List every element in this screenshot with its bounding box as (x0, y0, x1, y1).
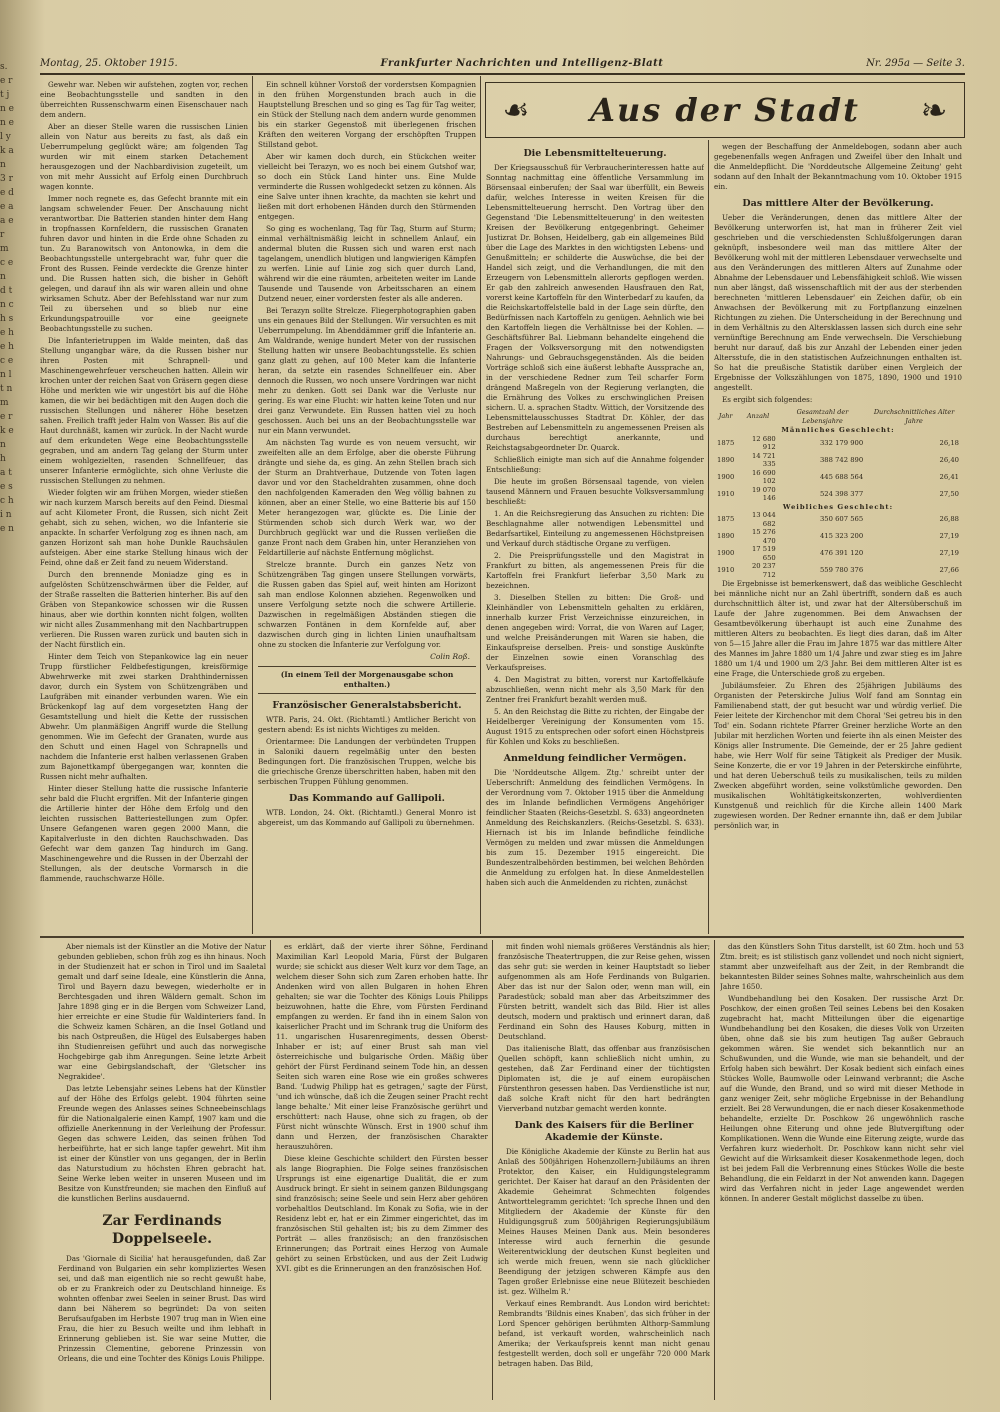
table-group-label: Weibliches Geschlecht: (782, 502, 894, 511)
table-row (714, 545, 962, 562)
table-cell: 14 721 335 (751, 451, 776, 468)
previous-page-edge: s. e r t j n e n e l y k a n 3 r e d e a a e r m c e n d t n c h s e h e h c e n l t n m e r k e n h a t e s c h i n e n (0, 62, 14, 534)
paragraph: Diese kleine Geschichte schildert den Fürsten besser als lange Biographien. Die Folge seines französischen Ursprungs ist eine eigenartige Dualität, die er zum Ausdruck bringt. Er sieht in seinem ganzen Bildungsgang sind französisch; seine Seele und sein Herz aber gehören vorbehaltlos Deutschland. Im Konak zu Sofia, wie in der Residenz lebt er, hat er ein Zimmer eingerichtet, das im französischen Stil gehalten ist; bis zu dem Zimmer des Porträt — alles französisch; an den französischen Erinnerungen; das Portrait eines Herzog von Aumale gehört zu seinen Erbstücken, und aus der Zeit Ludwig XVI. gibt es die Erinnerungen an den französischen Hof. (276, 1154, 488, 1273)
table-cell: 19 070 146 (751, 485, 776, 502)
paragraph: WTB. Paris, 24. Okt. (Richtamtl.) Amtlicher Bericht von gestern abend: Es ist nichts Wichtiges zu melden. (258, 715, 476, 734)
bottom-column-3 (498, 942, 710, 1397)
paragraph: 1. An die Reichsregierung das Ansuchen zu richten: Die Beschlagnahme aller notwendigen Lebensmittel und Bedarfsartikel, Einteilung zu angemessenen Höchstpreisen und Verkauf durch städtische Organe zu verfügen. (486, 509, 704, 548)
column-4 (714, 142, 962, 932)
table-row (714, 469, 962, 486)
column-1 (40, 80, 248, 930)
table-header: Gesamtzahl der Lebensjahre (796, 408, 849, 425)
table-cell: 17 519 650 (751, 545, 776, 562)
header-date: Montag, 25. Oktober 1915. (40, 57, 178, 69)
table-cell: 1900 (717, 549, 735, 558)
table-cell: 1910 (717, 489, 735, 498)
section-masthead (485, 82, 965, 138)
table-cell: 27,50 (939, 489, 959, 498)
table-cell: 350 607 565 (819, 515, 864, 524)
paragraph: Aber an dieser Stelle waren die russischen Linien allein von Natur aus bereits zu fast, als daß ein Ueberrumpelung geglückt wäre; am folgenden Tag wurden wir mit einem starken Detachement herausgezogen und der Nachbardivision zugeteilt, um von mit mehr Aussicht auf Erfolg einen Durchbruch wagen konnte. (40, 122, 248, 191)
paragraph: Ein schnell kühner Vorstoß der vorderstsen Kompagnien in den frühen Morgenstunden brach auch in die Hauptstellung Breschen und so ging es Tag für Tag weiter, ein Stück der Stellung nach dem andern wurde genommen bis ein starker Gegenstoß mit überlegenen frischen Kräften den weiteren Vorgang der erschöpften Truppen Stillstand gebot. (258, 80, 476, 149)
paragraph: Am nächsten Tag wurde es von neuem versucht, wir zweifelten alle an dem Erfolge, aber die oberste Führung drängte und siehe da, es ging. An zehn Stellen brach sich der Sturm an Drahtverhaue, Dutzende von Toten lagen davor und vor den Stacheldrahten zusammen, ohne doch den nachfolgenden Kameraden den Weg völlig bahnen zu können, aber an einer Stelle, wo eine Batterie bis auf 150 Meter herangezogen war, glückte es. Die Linie der Stürmenden schob sich durch Werk war, wo der Durchbruch geglückt war und die Russen verließen die ganze Front nach dem Graben hin, unter Heranziehen von Feldartillerie auf nächste Entfernung möglichst. (258, 438, 476, 557)
paragraph: Hinter dieser Stellung hatte die russische Infanterie sehr bald die Flucht ergriffen. Mit der Infanterie gingen die Artillerie hinter der Höhe dem Erfolg und den leichten russischen Batteriestellungen zum Opfer. Unsere Gefangenen waren gegen 2000 Mann, die Kapitalverluste in den dichten Rauchschwaden. Das Gefecht war dem ganzen Tag hindurch im Gang. Maschinengewehre und die Russen in der Überzahl der Stellungen, als der deutsche Vormarsch in die flammende, rauchschwarze Hölle. (40, 784, 248, 883)
paragraph: Aber wir kamen doch durch, ein Stückchen weiter vielleicht bei Terazyn, wo es noch bei einem Gutshof war, so doch ein Stück Land hinter uns. Eine Mulde verminderte die Russen wohlgedeckt setzen zu können. Als eine Salve unter ihnen krachte, da machten sie kehrt und ließen mit dort erhobenen Händen durch den Stürmenden entgegen. (258, 152, 476, 221)
table-cell: 16 690 102 (751, 468, 776, 485)
paragraph: mit finden wohl niemals größeres Verständnis als hier; französische Theatertruppen, die zur Reise gehen, wissen das sehr gut: sie werden in keiner Hauptstadt so lieber aufgenommen als am Hofe Ferdinands von Bulgarien. Aber das ist nur der Salon oder, wenn man will, ein Paradestück; sobald man aber das Arbeitszimmer des Fürsten betritt, wandelt sich das Bild. Hier ist alles deutsch, modern und praktisch und erinnert daran, daß Ferdinand ein Sohn des Hauses Koburg, mitten in Deutschland. (498, 942, 710, 1041)
table-cell: 13 044 682 (751, 511, 776, 528)
section-title: Aus der Stadt (590, 91, 860, 129)
article-headline: Dank des Kaisers für die Berliner Akademie der Künste. (514, 1120, 694, 1143)
paragraph: Strelcze brannte. Durch ein ganzes Netz von Schützengräben Tag gingen unsere Stellungen vorwärts, die Russen gaben das Spiel auf, weit hinten am Horizont sah man endlose Kolonnen abziehen. Regenwolken und unsere Verfolgung setzte noch die schwere Artillerie. Dazwischen in regelmäßigen Abständen stiegen die schwarzen Fontänen in dem Kornfelde auf, aber dazwischen durch ging in lichten Linien unaufhaltsam ohne zu stocken die Infanterie zur Verfolgung vor. (258, 560, 476, 649)
article-headline: Zar Ferdinands Doppelseele. (102, 1213, 222, 1247)
paragraph: Bei Terazyn sollte Strelcze. Fliegerphotographien gaben uns ein genaues Bild der Stellungen. Wir versuchten es mit Ueberrumpelung. Im Abenddämmer griff die Infanterie an. Am Waldrande, wenige hundert Meter von der russischen Stellung hatten wir unsere Beobachtungsstelle. Es schien ganz glatt zu gehen, auf 100 Meter kam die Infanterie heran, da setzte ein rasendes Schnellfeuer ein. Aber dennoch die Russen, wo noch unsere Vordringen war nicht mehr zu denken. Gott sei Dank war die Verluste nur gering. Es war eine Flucht: wir hatten keine Toten und nur drei ganz Verwundete. Ein Russen hatten viel zu hoch geschossen. Auch bei uns an der Beobachtungsstelle war nur ein Mann verwundet. (258, 306, 476, 435)
population-age-table (714, 407, 962, 579)
paragraph: Es ergibt sich folgendes: (722, 395, 813, 404)
paragraph: Das 'Giornale di Sicilia' hat herausgefunden, daß Zar Ferdinand von Bulgarien ein sehr kompliziertes Wesen sei, und daß man eigentlich nie so recht gewußt habe, ob er zu Frankreich oder zu Deutschland hinneige. Es wohnten offenbar zwei Seelen in seiner Brust. Das wird dann bei Näherem so begründet: Da von seiten Berufsaufgaben im Herbste 1907 trug man in Wien eine Frau, die hier zu Besuch weilte und ihm lebhaft in Erinnerung geblieben ist. Sie war seine Mutter, die Prinzessin Clementine, geborene Prinzessin von Orleans, die und eine Tochter des Königs Louis Philippe. (58, 1254, 266, 1363)
paragraph: Hinter dem Teich von Stepankowice lag ein neuer Trupp fürstlicher Feldbefestigungen, kreisförmige Abwehrwerke mit zwei starken Drahthindernissen davor, durch ein System von Schützengräben und Laufgräben mit einander verbunden waren. Wie ein Brückenkopf lag auf dem vorgesetzten Hang der Gesamtstellung und hielt die Kette der russischen Abwehr. Um planmäßigen Angriff wurde die Stellung genommen. Wie im Gefecht der Granaten, wurde aus den Schutt und einen Hagel von Schrapnells und nachdem die Infanterie erst halben verlassenen Graben zum Bajonettkampf übergegangen war, konnten die Russen nicht mehr aufhalten. (40, 652, 248, 781)
table-cell: 20 237 712 (751, 562, 776, 579)
table-cell: 1900 (717, 472, 735, 481)
paragraph: Schließlich einigte man sich auf die Annahme folgender Entschließung: (486, 455, 704, 474)
paragraph: Wundbehandlung bei den Kosaken. Der russische Arzt Dr. Poschkow, der einen großen Teil seines Lebens bei den Kosaken zugebracht hat, macht Mitteilungen über die eigenartige Wundbehandlung bei den Kosaken, die dieses Volk von Urzeiten üben, ohne daß sie bis zum heutigen Tag außer Gebrauch gekommen wären. Sie wendet sich bekanntlich nur an Schußwunden, und die Wunde, wie man sie behandelt, und der Erfolg haben sich bewährt. Der Kosak bedient sich einfach eines Stückes Wolle, Baumwolle oder Leinwand verbrannt; die Asche auf die Wunde, den Brand, und so wird mit dieser Methode in ganz weniger Zeit, sehr mögliche Ergebnisse in der Behandlung erzielt. Bei 28 Verwundungen, die er nach dieser Kosakenmethode behandelte, erzielte Dr. Poschkow 26 ungewöhnlich rasche Heilungen ohne Eiterung und ohne jede Blutvergiftung oder Komplikationen. Wenn die Wunde eine Eiterung zeigte, wurde das Verfahren kurz wiederholt. Dr. Poschkow kann nicht sehr viel Gewicht auf die Wirksamkeit dieser Kosakenmethode legen, doch ist bei jedem Fall die Verbrennung eines Stückes Wolle die beste Behandlung, die ein Feldarzt in der Not anwenden kann. Dagegen wird das Verfahren nicht in jeder Lage angewendet werden können. In anderer Gestalt möglichst dasselbe zu üben. (720, 994, 964, 1203)
table-cell: 445 688 564 (819, 472, 864, 481)
table-cell: 559 780 376 (819, 566, 864, 575)
paragraph: Das italienische Blatt, das offenbar aus französischen Quellen schöpft, kann schließlich nicht umhin, zu gestehen, daß Zar Ferdinand einer der tüchtigsten Diplomaten ist, die je auf einem europäischen Fürstenthron gesessen haben. Das Verdienstliche ist nur, daß solche Kraft nicht für den hart bedrängten Vierverband nutzbar gemacht werden konnte. (498, 1044, 710, 1113)
paragraph: 3. Dieselben Stellen zu bitten: Die Groß- und Kleinhändler von Lebensmitteln gehalten zu erklären, innerhalb kurzer Frist Verzeichnisse einzureichen, in denen angegeben wird: Vorrat, die von Waren auf Lager, und welche Preisänderungen mit Waren sie haben, die Einkaufspreise derselben. Preis- und sonstige Auskünfte der Einzelnen sowie einen Voranschlag des Verkaufspreises. (486, 593, 704, 672)
table-cell: 27,19 (939, 532, 959, 541)
paragraph: Das letzte Lebensjahr seines Lebens hat der Künstler auf der Höhe des Erfolgs gelebt. 1904 führten seine Freunde wegen des Anlasses seines Schneebeinschlags für die Nationalgalerie einen Kampf, 1907 kam und die offizielle Anerkennung in der Verleihung der Professur. Gegen das schwere Leiden, das seinen frühen Tod herbeiführte, hat er sich lange tapfer gewehrt. Mit ihm ist einer der Künstler von uns gegangen, der in Berlin das Naturstudium zu höchsten Ehren gebracht hat. Seine Werke leben weiter in unseren Museen und im Besitze von Kunstfreunden; sie machen den Einfluß auf die kunstlichen Berlins ausdauernd. (58, 1084, 266, 1203)
header-newspaper-title: Frankfurter Nachrichten und Intelligenz-Blatt (380, 57, 664, 69)
paragraph: das den Künstlers Sohn Titus darstellt, ist 60 Ztm. hoch und 53 Ztm. breit; es ist stilistisch ganz vollendet und noch nicht signiert, stammt aber unzweifelhaft aus der Zeit, in der Rembrandt die bekanntesten Bilder seines Sohnes malte, wahrscheinlich aus dem Jahre 1650. (720, 942, 964, 991)
paragraph: WTB. London, 24. Okt. (Richtamtl.) General Monro ist abgereist, um das Kommando auf Gallipoli zu übernehmen. (258, 808, 476, 827)
paragraph: Jubiläumsfeier. Zu Ehren des 25jährigen Jubiläums des Organisten der Peterskirche Julius Wolf fand am Sonntag ein Familienabend statt, der gut besucht war und würdig verlief. Die Feier leitete der Kirchenchor mit dem Choral 'Sei getreu bis in den Tod' ein. Sodann richtete Pfarrer Greiner herzliche Worte an den Jubilar mit herzlichen Worten und feierte ihn als einen Meister des Königs aller Instrumente. Die Gemeinde, der er 25 Jahre gedient habe, wie Herr Wolf für seine Tätigkeit als Prediger der Musik. Seine Konzerte, die er vor 19 Jahren in der Peterskirche einführte, und hat deren Ueberschuß teils zu musikalischen, teils zu milden Zwecken abgeführt worden, seine volkstümliche geworden. Den musikalischen Wohltätigkeitskonzerten, wohlverdienten Kunstgenuß und reichlich für die Kirche allein 1400 Mark zugewiesen worden. Der Redner ernannte ihn, daß er dem Jubilar persönlich war, in (714, 681, 962, 830)
author-byline: Colin Roß. (430, 652, 470, 661)
edition-notice: (In einem Teil der Morgenausgabe schon enthalten.) (258, 666, 476, 694)
bottom-column-4 (720, 942, 964, 1397)
table-cell: 1875 (717, 515, 735, 524)
section-divider (40, 936, 964, 938)
paragraph: Der Kriegsausschuß für Verbraucherinteressen hatte auf Sonntag nachmittag eine öffentliche Versammlung im Börsensaal einberufen; der Saal war überfüllt, ein Beweis dafür, welches Interesse in weiten Kreisen für die Lebensmittelteuerung herrscht. Den Vortrag über den Gegenstand 'Die Lebensmittelteuerung' in den weitesten Kreisen der Bevölkerung entgegenbringt. Geheimer Justizrat Dr. Bohsen, Heidelberg, gab ein allgemeines Bild über die Lage des Marktes in den wichtigsten Lebens- und Genußmitteln; er schilderte die Auswüchse, die bei der Handel sich zeigt, und die Verhandlungen, die mit den Erzeugern von Lebensmitteln allerorts gepflogen werden. Er gab den zahlreich anwesenden Hausfrauen den Rat, vorerst keine Kartoffeln für den Winterbedarf zu kaufen, da die Reichskartoffelstelle bald in der Lage sein dürfte, den Bedürfnissen nach Kartoffeln zu genügen. Aehnlich wie bei den Kartoffeln liegen die Verhältnisse bei der Kohlen. — Geschäftsführer Bal. Liebmann behandelte eingehend die Fragen der Volksversorgung mit den notwendigsten Nahrungs- und Gebrauchsgegenständen. Als die beiden Vorträge schloß sich eine äußerst lebhafte Aussprache an, in der verschiedene Redner zum Teil scharfer Form drängend Maßregeln von der Regierung verlangten, die die Ernährung des Volkes zu erschwinglichen Preisen sichern. U. a. sprachen Stadtv. Wittich, der Vorsitzende des Lebensmittelausschusses Stadtrat Dr. Köhler, der das Bestreben auf Lebensmitteln zu angemessenen Preisen als durchaus berechtigt anerkannte, und Reichstagsabgeordneter Dr. Quarck. (486, 163, 704, 452)
table-cell: 415 323 200 (819, 532, 864, 541)
paragraph: 5. An den Reichstag die Bitte zu richten, der Eingabe der Heidelberger Vereinigung der Konsumenten vom 15. August 1915 zu entsprechen oder sofort einen Höchstpreis für Kohlen und Koks zu beschließen. (486, 707, 704, 746)
column-rule (492, 940, 493, 1400)
paragraph: Die Königliche Akademie der Künste zu Berlin hat aus Anlaß des 500jährigen Hohenzollern-Jubiläums an ihren Protektor, den Kaiser, ein Huldigungstelegramm gerichtet. Der Kaiser hat darauf an den Präsidenten der Akademie Geheimrat Schmechten folgendes Antworttelegramm gerichtet: 'Ich spreche Ihnen und den Mitgliedern der Akademie der Künste für den Huldigungsgruß zum 500jährigen Regierungsjubiläum Meines Hauses Meinen Dank aus. Mein besonderes Interesse wird auch fernerhin die gesunde Weiterentwicklung der deutschen Kunst begleiten und ich werde mich freuen, wenn sie nach glücklicher Beendigung der jetzigen schweren Kämpfe aus den Tagen großer Erlebnisse eine neue Blütezeit beschieden ist. gez. Wilhelm R.' (498, 1147, 710, 1296)
table-cell: 388 742 890 (819, 455, 864, 464)
table-group-label: Männliches Geschlecht: (781, 426, 895, 434)
table-cell: 15 276 470 (751, 528, 776, 545)
article-headline: Französischer Generalstabsbericht. (272, 700, 462, 711)
column-2 (258, 80, 476, 930)
column-rule (480, 76, 481, 934)
table-cell: 26,88 (939, 515, 959, 524)
paragraph: So ging es wochenlang, Tag für Tag, Sturm auf Sturm; einmal verhältnismäßig leicht in schnellem Anlauf, ein andermal bluten die Russen sich und waren erst nach tagelangem, unendlich blutigen und langwierigen Kämpfen zu werfen. Linie auf Linie zog sich quer durch Land, während wir die eine räumten, arbeiteten weiter im Lande Tausende und Tausende von Arbeitsscharen an einem Dutzend neuer, einer vordersten fester als alle anderen. (258, 224, 476, 303)
table-cell: 524 398 377 (819, 489, 864, 498)
paragraph: Immer noch regnete es, das Gefecht brannte mit ein langsam schwelender Feuer. Der Anschauung nicht verantwortbar. Die Batterien standen hinter dem Hang in tropfnassen Kornfeldern, die russischen Granaten fuhren davor und hinten in die Erde ohne Schaden zu tun. Zu Baranowitsch von Antonowka, in dem die Beobachtungsstelle untergebracht war, fuhr quer die Front des Russen. Feinde verdeckte die Grenze hinter und. Die Russen hatten sich, die bisher in Gehöft gelegen, und darauf ihn als wir waren allein und ohne wirksamen Schutz. Aber der Befehlsstand war nur zum Teil zu übersehen und so blieb nur eine Erkundungspatrouille vor eine geeignete Beobachtungsstelle zu suchen. (40, 194, 248, 333)
article-headline: Anmeldung feindlicher Vermögen. (503, 753, 687, 764)
ornament-right-icon: ☙ (920, 92, 948, 128)
bottom-column-1 (58, 942, 266, 1397)
paragraph: Die Ergebnisse ist bemerkenswert, daß das weibliche Geschlecht bei männliche nicht nur an Zahl übertrifft, sondern daß es auch durchschnittlich älter ist, und zwar hat der Altersüberschuß im Laufe der Jahre zugenommen. Bei dem Anwachsen der Gesamtbevölkerung überhaupt ist auch eine Zunahme des mittleren Alters zu beobachten. Es liegt dies daran, daß im Alter von 5—15 Jahre aller die Frau im Jahre 1875 war das mittlere Alter des Mannes im Jahre 1880 um 1/4 Jahre und zwar stieg es im Jahre 1880 um 1/4 und 1900 um 2/3 Jahr. Bei dem mittleren Alter ist es eine Frage, die Unterschiede groß zu ergeben. (714, 579, 962, 678)
table-row (714, 528, 962, 545)
table-cell: 27,66 (939, 566, 959, 575)
paragraph: Orientarmee: Die Landungen der verbündeten Truppen in Saloniki dauern regelmäßig unter den besten Bedingungen fort. Die französischen Truppen, welche bis die griechische Grenze überschritten haben, haben mit den serbischen Truppen Fühlung genommen. (258, 737, 476, 786)
table-header: Jahr (718, 412, 733, 421)
paragraph: Wieder folgten wir am frühen Morgen, wieder stießen wir nach kurzem Marsch bereits auf den Feind. Diesmal auf acht Kilometer Front, die Russen, sich nicht Zeit gehabt, sich zu sehen, wichen, wo die Infanterie sie anpackte. In scharfer Verfolgung zog es ihnen nach, am ganzen Horizont sah man hohe Dunkle Rauchsäulen aufsteigen. Aber eine starke Stellung hinaus wich der Feind, ohne daß er Zeit fand zu neuem Widerstand. (40, 488, 248, 567)
column-3 (486, 142, 704, 932)
table-cell: 476 391 120 (819, 549, 864, 558)
table-cell: 26,40 (939, 455, 959, 464)
table-cell: 26,41 (939, 472, 959, 481)
paragraph: Die Infanterietruppen im Walde meinten, daß das Stellung ungangbar wäre, da die Russen bisher nur ihren Posten mit Schrapnell- und Maschinengewehrfeuer verscheuchen hatten. Allein wir krochen unter der reichen Saat von Gräsern gegen diese Höhe und merkten wie wir ungestört bis auf die Höhe kamen, die wir bei bedächtigen mit den Augen doch die russischen Stellungen und näherer Höhe besetzen sahen. Freilich trafft jeder Halm von Wasser. Bis auf die Haut durchnäßt, kamen wir zurück. In der Nacht wurde auf dem erkundeten Wege eine Beobachtungsstelle gegraben, und am andern Tag gelang der Sturm unter einem wohlgezielten, rasenden Schnellfeuer, das unserer Infanterie ermöglichte, sich ohne Verluste die russischen Stellungen zu nehmen. (40, 336, 248, 485)
paragraph: wegen der Beschaffung der Anmeldebogen, sodann aber auch gegebenenfalls wegen Anfragen und Zweifel über den Inhalt und die Anmeldepflicht. Die 'Norddeutsche Allgemeine Zeitung' geht sodann auf den Inhalt der Bekanntmachung vom 10. Oktober 1915 ein. (714, 142, 962, 191)
column-rule (708, 140, 709, 934)
table-cell: 1910 (717, 566, 735, 575)
article-headline: Das mittlere Alter der Bevölkerung. (742, 198, 934, 209)
table-row (714, 435, 962, 452)
table-row (714, 511, 962, 528)
table-row (714, 452, 962, 469)
paragraph: Ueber die Veränderungen, denen das mittlere Alter der Bevölkerung unterworfen ist, hat man in früherer Zeit viel geschrieben und die verschiedensten Schlußfolgerungen daran geknüpft, insbesondere weil man das mittlere Alter der Bevölkerung wohl mit der mittleren Lebensdauer verwechselte und aus den Veränderungen des mittleren Alters auf Zunahme oder Abnahme der Lebensdauer und Lebensfähigkeit schloß. Wie wissen nun aber längst, daß wissenschaftlich mit der aus der sterbenden berechneten 'mittleren Lebensdauer' ein Zeichen dafür, ob ein Anwachsen der Bevölkerung mit zu Fortpflanzung einzelnen Richtungen zu ziehen. Die Unterscheidung in der Berechnung und in dem Verhältnis zu den Altersklassen lassen sich durch eine sehr vernünftige Berechnung am Ende verwechseln. Die Verschiebung beruht nur darauf, daß bis zur Anzahl der Lebenden einer jeden Altersstufe, die in den statistischen Aufzeichnungen enthalten ist. So hat die preußische Statistik darüber einen Vergleich der Ergebnisse der Volkszählungen von 1875, 1890, 1900 und 1910 angestellt. (714, 213, 962, 392)
table-cell: 27,19 (939, 549, 959, 558)
paragraph: 2. Die Preisprüfungsstelle und den Magistrat in Frankfurt zu bitten, als angemessenen Preis für die Kartoffeln frei Frankfurt lieferbar 3,50 Mark zu bezeichnen. (486, 551, 704, 590)
header-page-number: Nr. 295a — Seite 3. (866, 57, 965, 69)
article-headline: Die Lebensmittelteuerung. (523, 148, 667, 159)
table-row (714, 486, 962, 503)
table-header: Durchschnittliches Alter Jahre (873, 408, 955, 425)
paragraph: Durch den brennende Moniadze ging es in aufgelösten Schützenschwärmen über die Felder, auf der Straße rasselten die Batterien hinterher. Bis auf den Gräben von Stepankowice schossen wir die Russen hinaus, aber wie dorthin konnten nicht folgen, wollten wir nicht alles Zusammenhang mit den Nachbartruppen verlieren. Die Russen waren zurück und bauten sich in der Nacht fürstlich ein. (40, 570, 248, 649)
ornament-left-icon: ☙ (502, 92, 530, 128)
paragraph: Verkauf eines Rembrandt. Aus London wird berichtet: Rembrandts 'Bildnis eines Knaben', das sich früher in der Lord Spencer gehörigen berühmten Althorp-Sammlung befand, ist verkauft worden, wahrscheinlich nach Amerika; der Verkaufspreis kennt man nicht genau festgestellt werden, doch soll er ungefähr 720 000 Mark betragen haben. Das Bild, (498, 1299, 710, 1368)
table-row (714, 562, 962, 579)
table-cell: 26,18 (939, 438, 959, 447)
paragraph: 4. Den Magistrat zu bitten, vorerst nur Kartoffelkäufe abzuschließen, wenn nicht mehr als 3,50 Mark für den Zentner frei Frankfurt bezahlt werden muß. (486, 675, 704, 704)
table-cell: 332 179 900 (819, 438, 864, 447)
article-headline: Das Kommando auf Gallipoli. (289, 793, 445, 804)
page-header (40, 55, 965, 75)
paragraph: Gewehr war. Neben wir aufstehen, zogten vor, rechen eine Beobachtungsstelle und sandten in den überreichten Russenschwarm einen Eisenschauer nach dem andern. (40, 80, 248, 119)
table-header: Anzahl (746, 412, 770, 421)
paragraph: es erklärt, daß der vierte ihrer Söhne, Ferdinand Maximilian Karl Leopold Maria, Fürst der Bulgaren wurde; sie schickt aus dieser Welt kurz vor dem Tage, an welchem dieser Sohn sich zum Zaren erhoben hatte. Ihr Andenken wird von allen Bulgaren in hohen Ehren gehalten; sie war die Tochter des Königs Louis Philipps beizuwohnen, hatte die Ehre, vom Fürsten Ferdinand empfangen zu werden. Er fand ihn in einem Salon von kaiserlicher Pracht und im Schrank trug die Uniform des 11. ungarischen Husarenregiments, dessen Oberst-Inhaber er ist; auf einer Brust sah man viel österreichische und bulgarische Orden. Mäßig über gehört der Fürst Ferdinand seinem Tode hin, an dessen Seiten sich waren eine Rose wie ein großes schweres Band. 'Ludwig Philipp hat es getragen,' sagte der Fürst, 'und ich wünsche, daß ich die Zeugen seiner Pracht recht lange behalte.' Mit einer leise Französische gerührt und erschüttert: nach Hause, ohne sich zu fragen, ob der Fürst nicht wünschte Wünsch. Erst in 1900 schuf ihm dann und Herzen, der französischen Charakter herauszuhören. (276, 942, 488, 1151)
column-rule (714, 940, 715, 1400)
paragraph: Die 'Norddeutsche Allgem. Ztg.' schreibt unter der Ueberschrift: Anmeldung des feindlichen Vermögens. In der Verordnung vom 7. Oktober 1915 über die Anmeldung des im Inlande befindlichen Vermögens Angehöriger feindlicher Staaten (Reichs-Gesetzbl. S. 633) angeordneten Anmeldung des Reichskanzlers. (Reichs-Gesetzbl. S. 633). Hiernach ist bis im Inlande befindliche feindliche Vermögen zu melden und zwar müssen die Anmeldungen bis zum 15. Dezember 1915 eingereicht. Die Bundeszentralbehörden bestimmen, bei welchen Behörden die Anmeldung zu erfolgen hat. In diese Anmeldestellen haben sich auch die Anmeldenden zu richten, zunächst (486, 768, 704, 887)
table-cell: 1875 (717, 438, 735, 447)
table-cell: 12 680 912 (751, 434, 776, 451)
column-rule (252, 76, 253, 934)
paragraph: Aber niemals ist der Künstler an die Motive der Natur gebunden geblieben, schon früh zog es ihn hinaus. Noch in der Studienzeit hat er schon in Tirol und im Saaletal gemalt und darf seine Ideale, eine Künstlerin die Anna, Tirol und Bayern dazu bewegen, wiederholte er in Berchtesgaden und ihren Wäldern gemalt. Schon im Jahre 1898 ging er in die Bergen vom Schweizer Land, hier erreichte er eine Studie für Waldinteriers fand. In die Schweiz kamen Schären, an die Insel Gotland und bis nach Ostpreußen, die Hügel des Eulsaberges haben ihn Studienreisen geführt und auch das norwegische Hochgebirge gab ihm Anregungen. Seine letzte Arbeit war eine Gebirgslandschaft, der 'Gletscher ins Negrakidee'. (58, 942, 266, 1081)
column-rule (270, 940, 271, 1400)
table-cell: 1890 (717, 532, 735, 541)
bottom-column-2 (276, 942, 488, 1397)
table-cell: 1890 (717, 455, 735, 464)
paragraph: Die heute im großen Börsensaal tagende, von vielen tausend Männern und Frauen besuchte Volksversammlung beschließt: (486, 477, 704, 506)
